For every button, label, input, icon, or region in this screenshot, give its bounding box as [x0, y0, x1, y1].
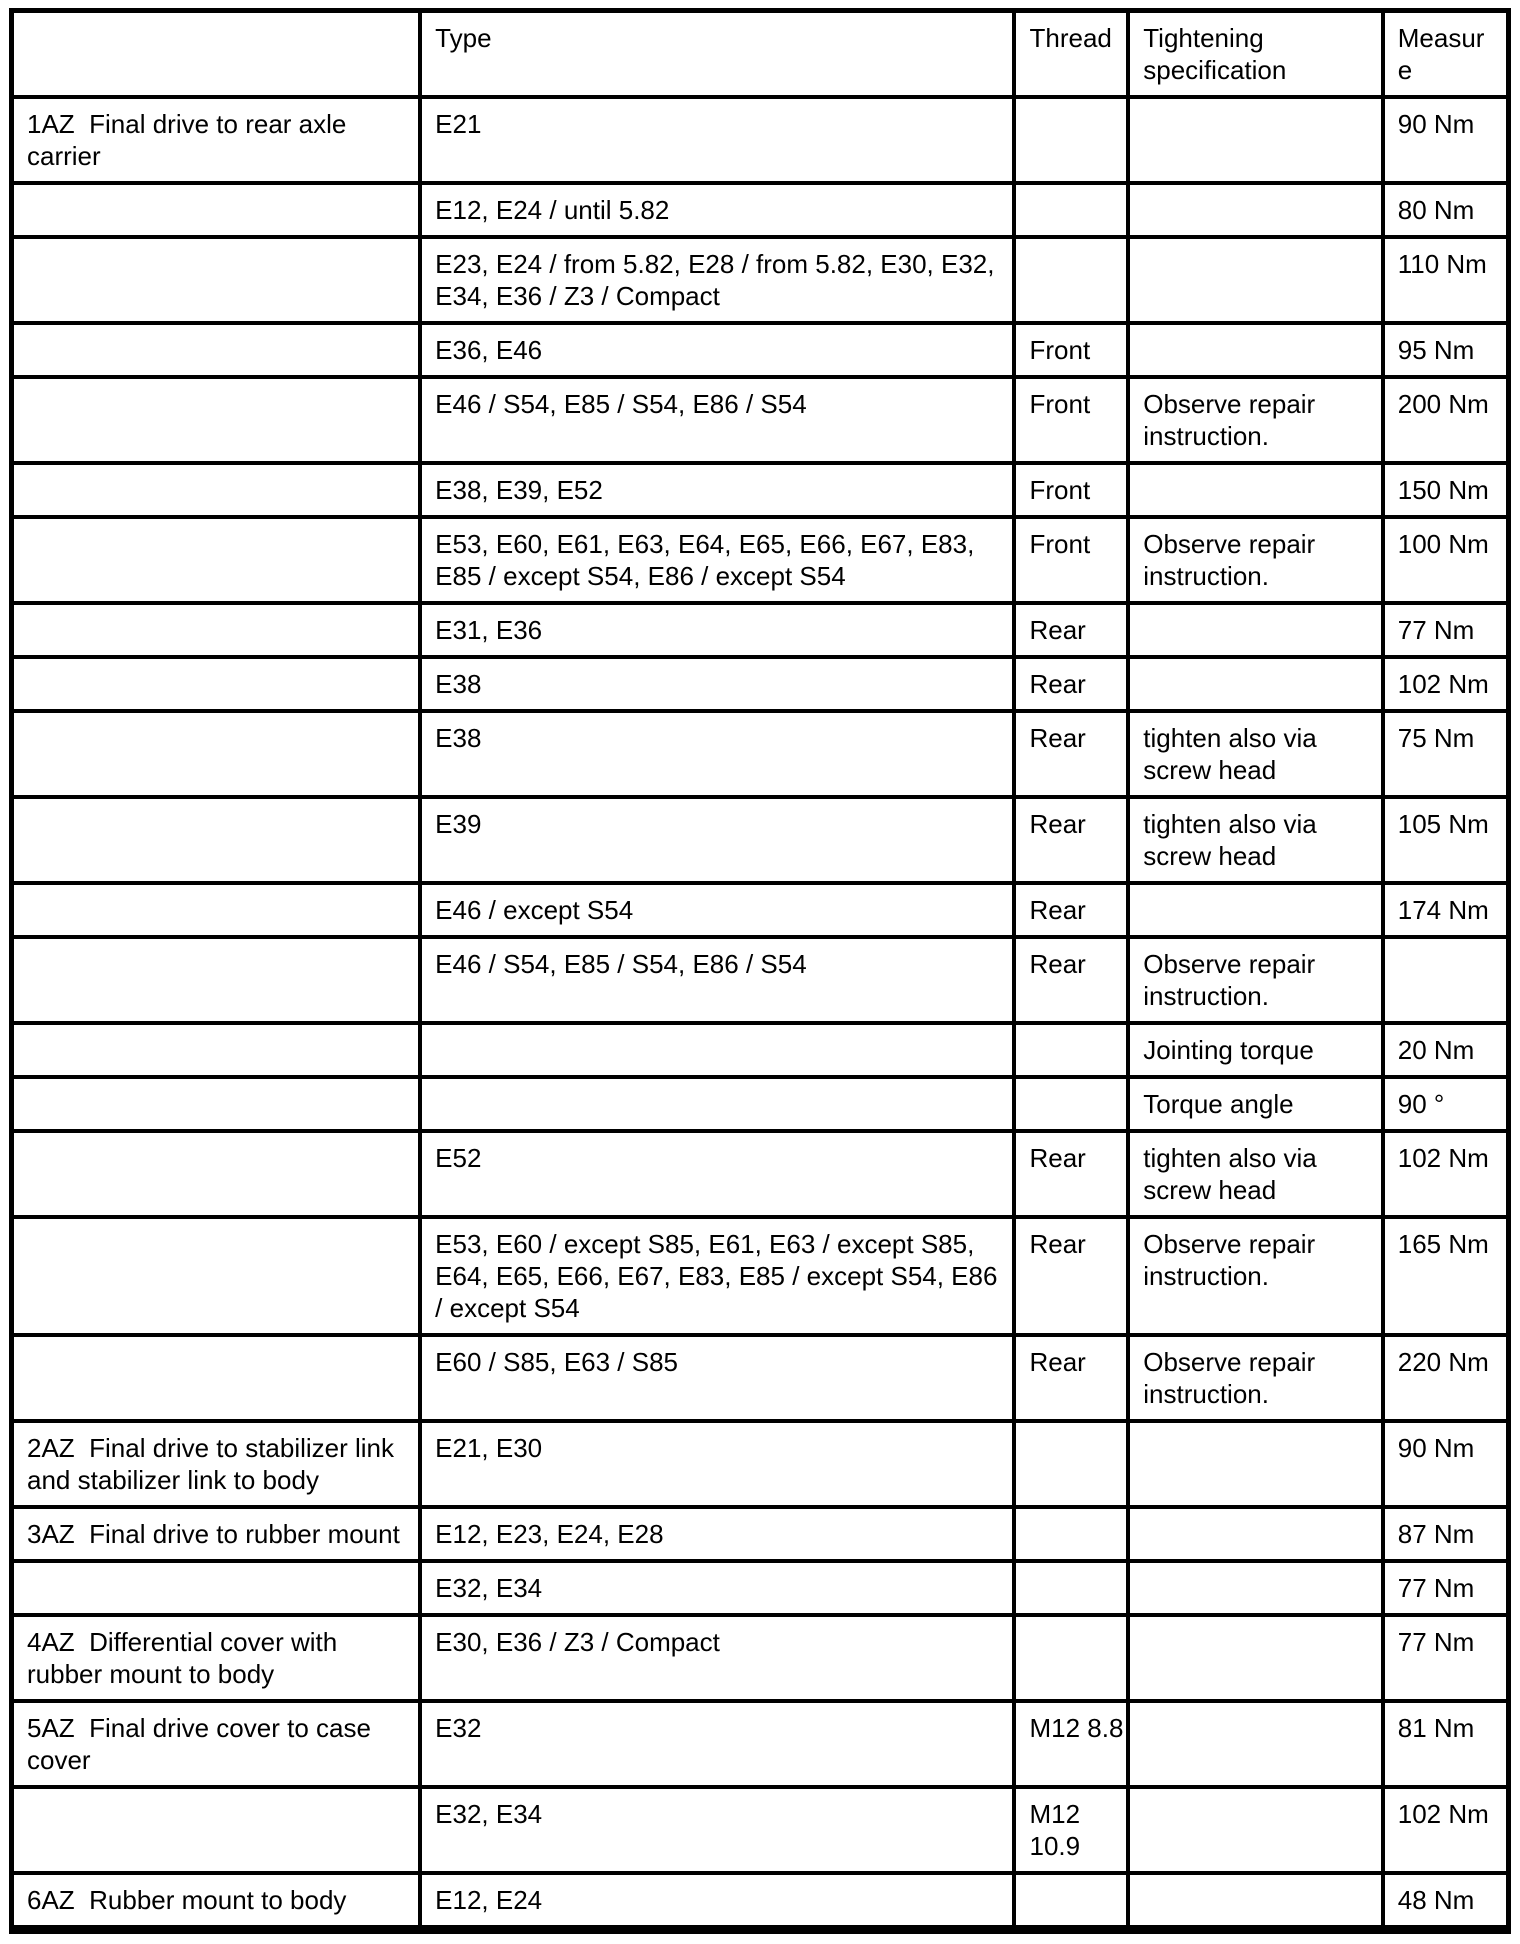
- row-label-cell: [12, 603, 421, 657]
- type-cell: E53, E60 / except S85, E61, E63 / except S85, E64, E65, E66, E67, E83, E85 / except S54, E86 / except S54: [420, 1217, 1014, 1335]
- column-header-thread: Thread: [1014, 11, 1128, 98]
- row-label-cell: 4AZ Differential cover with rubber mount to body: [12, 1615, 421, 1701]
- thread-cell: Rear: [1014, 1217, 1128, 1335]
- thread-cell: M12 8.8: [1014, 1701, 1128, 1787]
- table-row: [12, 1507, 1509, 1561]
- table-row: [12, 1787, 1509, 1873]
- measure-cell: 77 Nm: [1383, 1615, 1509, 1701]
- row-label-cell: [12, 377, 421, 463]
- row-label-cell: [12, 183, 421, 237]
- row-label-cell: [12, 1131, 421, 1217]
- row-label-cell: [12, 657, 421, 711]
- tightening-spec-cell: [1128, 1873, 1382, 1930]
- type-cell: E38, E39, E52: [420, 463, 1014, 517]
- type-cell: E46 / S54, E85 / S54, E86 / S54: [420, 937, 1014, 1023]
- measure-cell: 75 Nm: [1383, 711, 1509, 797]
- thread-cell: Rear: [1014, 603, 1128, 657]
- type-cell: E30, E36 / Z3 / Compact: [420, 1615, 1014, 1701]
- table-row: [12, 1701, 1509, 1787]
- tightening-spec-cell: Observe repair instruction.: [1128, 517, 1382, 603]
- tightening-spec-cell: Observe repair instruction.: [1128, 937, 1382, 1023]
- tightening-spec-cell: [1128, 603, 1382, 657]
- column-header-measure: Measure: [1383, 11, 1509, 98]
- row-label-cell: [12, 237, 421, 323]
- tightening-spec-cell: [1128, 657, 1382, 711]
- tightening-spec-cell: [1128, 237, 1382, 323]
- thread-cell: [1014, 1023, 1128, 1077]
- type-cell: E46 / except S54: [420, 883, 1014, 937]
- tightening-spec-cell: Torque angle: [1128, 1077, 1382, 1131]
- row-label-cell: 1AZ Final drive to rear axle carrier: [12, 97, 421, 183]
- measure-cell: 102 Nm: [1383, 1131, 1509, 1217]
- tightening-spec-cell: [1128, 323, 1382, 377]
- table-row: [12, 937, 1509, 1023]
- spec-table-body: [12, 97, 1509, 1930]
- tightening-spec-cell: Observe repair instruction.: [1128, 377, 1382, 463]
- tightening-spec-cell: Jointing torque: [1128, 1023, 1382, 1077]
- table-row: [12, 323, 1509, 377]
- type-cell: E52: [420, 1131, 1014, 1217]
- table-row: [12, 657, 1509, 711]
- measure-cell: 165 Nm: [1383, 1217, 1509, 1335]
- tightening-spec-cell: [1128, 1615, 1382, 1701]
- table-row: [12, 97, 1509, 183]
- measure-cell: 77 Nm: [1383, 1561, 1509, 1615]
- row-label-cell: 3AZ Final drive to rubber mount: [12, 1507, 421, 1561]
- measure-cell: 105 Nm: [1383, 797, 1509, 883]
- column-header-tightening-specification: Tightening specification: [1128, 11, 1382, 98]
- thread-cell: Rear: [1014, 883, 1128, 937]
- thread-cell: [1014, 1421, 1128, 1507]
- table-row: [12, 517, 1509, 603]
- table-row: [12, 1561, 1509, 1615]
- spec-table-header: [12, 11, 1509, 98]
- table-row: [12, 183, 1509, 237]
- type-cell: E12, E24: [420, 1873, 1014, 1930]
- thread-cell: Rear: [1014, 1335, 1128, 1421]
- table-row: [12, 711, 1509, 797]
- measure-cell: 90 Nm: [1383, 97, 1509, 183]
- type-cell: E36, E46: [420, 323, 1014, 377]
- measure-cell: 77 Nm: [1383, 603, 1509, 657]
- measure-cell: 110 Nm: [1383, 237, 1509, 323]
- row-label-cell: [12, 323, 421, 377]
- tightening-spec-cell: [1128, 883, 1382, 937]
- measure-cell: [1383, 937, 1509, 1023]
- row-label-cell: [12, 1077, 421, 1131]
- column-header-type: Type: [420, 11, 1014, 98]
- tightening-spec-cell: [1128, 1787, 1382, 1873]
- tightening-spec-cell: [1128, 1507, 1382, 1561]
- row-label-cell: [12, 1023, 421, 1077]
- tightening-spec-cell: Observe repair instruction.: [1128, 1217, 1382, 1335]
- type-cell: E32, E34: [420, 1787, 1014, 1873]
- table-row: [12, 237, 1509, 323]
- table-row: [12, 1873, 1509, 1930]
- measure-cell: 150 Nm: [1383, 463, 1509, 517]
- thread-cell: [1014, 97, 1128, 183]
- thread-cell: [1014, 1507, 1128, 1561]
- tightening-spec-cell: [1128, 183, 1382, 237]
- measure-cell: 20 Nm: [1383, 1023, 1509, 1077]
- type-cell: [420, 1023, 1014, 1077]
- table-row: [12, 1615, 1509, 1701]
- type-cell: E53, E60, E61, E63, E64, E65, E66, E67, E83, E85 / except S54, E86 / except S54: [420, 517, 1014, 603]
- thread-cell: Front: [1014, 377, 1128, 463]
- measure-cell: 90 Nm: [1383, 1421, 1509, 1507]
- type-cell: E21, E30: [420, 1421, 1014, 1507]
- measure-cell: 48 Nm: [1383, 1873, 1509, 1930]
- column-header-empty: [12, 11, 421, 98]
- measure-cell: 81 Nm: [1383, 1701, 1509, 1787]
- type-cell: E38: [420, 711, 1014, 797]
- type-cell: [420, 1077, 1014, 1131]
- thread-cell: [1014, 1873, 1128, 1930]
- row-label-cell: [12, 517, 421, 603]
- thread-cell: Front: [1014, 517, 1128, 603]
- table-row: [12, 1335, 1509, 1421]
- type-cell: E60 / S85, E63 / S85: [420, 1335, 1014, 1421]
- header-row: [12, 11, 1509, 98]
- thread-cell: Rear: [1014, 797, 1128, 883]
- table-row: [12, 1217, 1509, 1335]
- table-row: [12, 603, 1509, 657]
- tightening-spec-cell: [1128, 1561, 1382, 1615]
- torque-spec-table: [9, 8, 1511, 1934]
- thread-cell: Rear: [1014, 657, 1128, 711]
- thread-cell: [1014, 237, 1128, 323]
- row-label-cell: [12, 797, 421, 883]
- row-label-cell: [12, 937, 421, 1023]
- thread-cell: Front: [1014, 323, 1128, 377]
- measure-cell: 102 Nm: [1383, 657, 1509, 711]
- row-label-cell: 6AZ Rubber mount to body: [12, 1873, 421, 1930]
- measure-cell: 80 Nm: [1383, 183, 1509, 237]
- table-row: [12, 1421, 1509, 1507]
- measure-cell: 220 Nm: [1383, 1335, 1509, 1421]
- measure-cell: 95 Nm: [1383, 323, 1509, 377]
- row-label-cell: [12, 463, 421, 517]
- tightening-spec-cell: tighten also via screw head: [1128, 1131, 1382, 1217]
- type-cell: E12, E23, E24, E28: [420, 1507, 1014, 1561]
- tightening-spec-cell: Observe repair instruction.: [1128, 1335, 1382, 1421]
- tightening-spec-cell: [1128, 1421, 1382, 1507]
- table-row: [12, 1023, 1509, 1077]
- thread-cell: [1014, 1615, 1128, 1701]
- tightening-spec-cell: [1128, 463, 1382, 517]
- table-row: [12, 1077, 1509, 1131]
- type-cell: E31, E36: [420, 603, 1014, 657]
- row-label-cell: 2AZ Final drive to stabilizer link and stabilizer link to body: [12, 1421, 421, 1507]
- type-cell: E46 / S54, E85 / S54, E86 / S54: [420, 377, 1014, 463]
- tightening-spec-cell: tighten also via screw head: [1128, 797, 1382, 883]
- table-row: [12, 377, 1509, 463]
- tightening-spec-cell: tighten also via screw head: [1128, 711, 1382, 797]
- table-row: [12, 463, 1509, 517]
- tightening-spec-cell: [1128, 97, 1382, 183]
- thread-cell: Rear: [1014, 1131, 1128, 1217]
- type-cell: E32, E34: [420, 1561, 1014, 1615]
- measure-cell: 102 Nm: [1383, 1787, 1509, 1873]
- row-label-cell: 5AZ Final drive cover to case cover: [12, 1701, 421, 1787]
- type-cell: E39: [420, 797, 1014, 883]
- thread-cell: [1014, 183, 1128, 237]
- measure-cell: 100 Nm: [1383, 517, 1509, 603]
- type-cell: E32: [420, 1701, 1014, 1787]
- type-cell: E21: [420, 97, 1014, 183]
- thread-cell: Rear: [1014, 711, 1128, 797]
- thread-cell: Rear: [1014, 937, 1128, 1023]
- type-cell: E23, E24 / from 5.82, E28 / from 5.82, E30, E32, E34, E36 / Z3 / Compact: [420, 237, 1014, 323]
- row-label-cell: [12, 711, 421, 797]
- measure-cell: 90 °: [1383, 1077, 1509, 1131]
- row-label-cell: [12, 1787, 421, 1873]
- thread-cell: [1014, 1077, 1128, 1131]
- table-row: [12, 883, 1509, 937]
- thread-cell: [1014, 1561, 1128, 1615]
- table-row: [12, 1131, 1509, 1217]
- type-cell: E12, E24 / until 5.82: [420, 183, 1014, 237]
- measure-cell: 87 Nm: [1383, 1507, 1509, 1561]
- row-label-cell: [12, 1217, 421, 1335]
- measure-cell: 200 Nm: [1383, 377, 1509, 463]
- measure-cell: 174 Nm: [1383, 883, 1509, 937]
- row-label-cell: [12, 1561, 421, 1615]
- thread-cell: Front: [1014, 463, 1128, 517]
- tightening-spec-cell: [1128, 1701, 1382, 1787]
- row-label-cell: [12, 1335, 421, 1421]
- table-row: [12, 797, 1509, 883]
- row-label-cell: [12, 883, 421, 937]
- type-cell: E38: [420, 657, 1014, 711]
- thread-cell: M12 10.9: [1014, 1787, 1128, 1873]
